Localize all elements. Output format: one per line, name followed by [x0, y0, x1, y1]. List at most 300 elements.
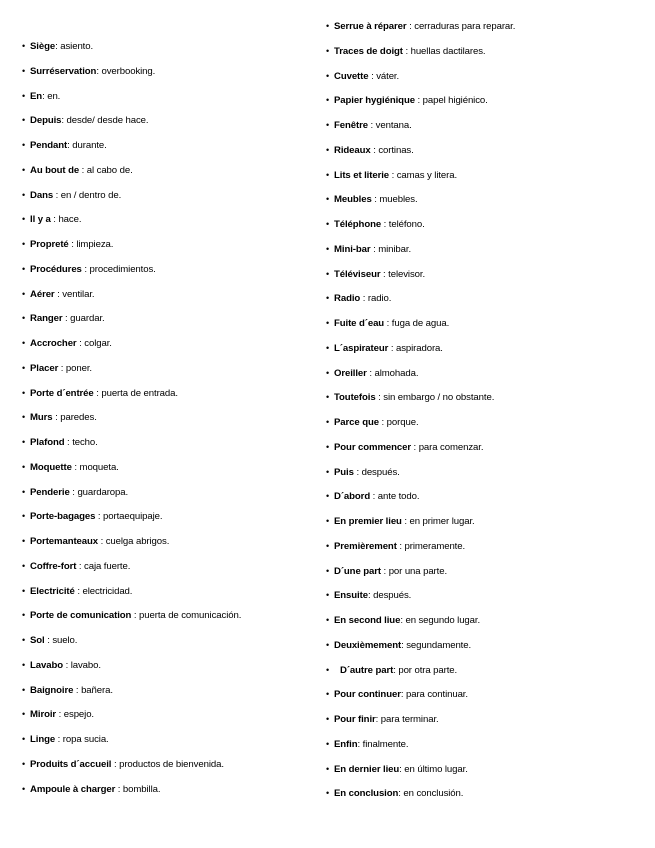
- bullet-icon: •: [326, 441, 330, 452]
- spanish-translation: portaequipaje.: [103, 511, 163, 523]
- french-term: Puis: [334, 466, 354, 478]
- vocabulary-item: [22, 361, 241, 386]
- vocabulary-item: [22, 64, 241, 89]
- vocabulary-item: [22, 633, 241, 658]
- separator: :: [353, 466, 362, 478]
- bullet-icon: •: [326, 95, 330, 106]
- vocabulary-item: [326, 143, 515, 168]
- bullet-icon: •: [22, 41, 26, 51]
- vocabulary-item: [22, 732, 241, 757]
- french-term: D´autre part: [340, 664, 394, 676]
- bullet-icon: •: [22, 486, 26, 497]
- vocabulary-item: [22, 336, 241, 361]
- bullet-icon: •: [22, 684, 26, 695]
- spanish-translation: en primer lugar.: [409, 516, 475, 527]
- french-term: Toutefois: [334, 392, 376, 404]
- vocabulary-item: [326, 687, 515, 712]
- vocabulary-item: [22, 113, 241, 138]
- french-term: Il y a: [30, 214, 51, 226]
- bullet-icon: •: [22, 164, 26, 175]
- separator: :: [115, 783, 123, 795]
- vocabulary-item: [326, 588, 515, 613]
- vocabulary-item: [22, 262, 241, 287]
- vocabulary-item: [326, 663, 515, 688]
- bullet-icon: •: [22, 387, 26, 398]
- bullet-icon: •: [326, 45, 330, 56]
- vocabulary-item: [22, 89, 241, 114]
- vocabulary-item: [326, 341, 515, 366]
- vocabulary-item: [22, 138, 241, 163]
- french-term: Oreiller: [334, 367, 367, 379]
- bullet-icon: •: [326, 417, 330, 427]
- separator: :: [42, 90, 48, 102]
- spanish-translation: teléfono.: [388, 219, 425, 230]
- spanish-translation: cuelga abrigos.: [105, 536, 170, 547]
- bullet-icon: •: [22, 214, 26, 225]
- bullet-icon: •: [326, 639, 330, 650]
- vocabulary-item: [326, 69, 515, 94]
- french-term: Porte de comunication: [30, 610, 132, 622]
- spanish-translation: procedimientos.: [89, 263, 156, 275]
- french-term: Serrue à réparer: [334, 21, 407, 32]
- french-term: Premièrement: [334, 540, 397, 552]
- separator: :: [76, 338, 85, 349]
- bullet-icon: •: [22, 90, 26, 101]
- separator: :: [58, 362, 66, 374]
- spanish-translation: hace.: [58, 214, 82, 226]
- spanish-translation: aspiradora.: [395, 342, 443, 354]
- french-term: Electricité: [30, 585, 75, 597]
- separator: :: [71, 461, 80, 473]
- separator: :: [375, 392, 384, 404]
- separator: :: [388, 342, 396, 354]
- separator: :: [52, 412, 61, 424]
- spanish-translation: después.: [373, 590, 412, 602]
- french-term: Lavabo: [30, 659, 63, 671]
- french-term: Au bout de: [30, 164, 80, 176]
- spanish-translation: durante.: [72, 140, 107, 151]
- bullet-icon: •: [326, 318, 330, 328]
- french-term: En conclusion: [334, 788, 399, 800]
- french-term: Linge: [30, 734, 56, 745]
- vocabulary-item: [326, 613, 515, 638]
- french-term: Téléviseur: [334, 268, 381, 280]
- spanish-translation: lavabo.: [70, 659, 101, 671]
- bullet-icon: •: [326, 169, 330, 180]
- spanish-translation: papel higiénico.: [422, 95, 488, 107]
- separator: :: [367, 590, 374, 602]
- spanish-translation: huellas dactilares.: [410, 45, 486, 57]
- french-term: Sol: [30, 635, 45, 646]
- separator: :: [53, 189, 61, 201]
- french-term: Siège: [30, 41, 56, 52]
- french-term: En: [30, 90, 43, 102]
- spanish-translation: después.: [361, 466, 400, 478]
- french-term: Portemanteaux: [30, 536, 99, 547]
- spanish-translation: guardaropa.: [77, 486, 129, 498]
- vocabulary-item: [326, 19, 515, 44]
- separator: :: [393, 664, 399, 676]
- french-term: D´abord: [334, 491, 371, 503]
- spanish-translation: asiento.: [60, 41, 94, 52]
- french-term: L´aspirateur: [334, 342, 389, 354]
- spanish-translation: ante todo.: [377, 491, 420, 503]
- vocabulary-item: [22, 584, 241, 609]
- french-term: Pour finir: [334, 714, 376, 725]
- vocabulary-item: [326, 712, 515, 737]
- vocabulary-item: [326, 489, 515, 514]
- french-term: Propreté: [30, 239, 69, 250]
- separator: :: [398, 788, 404, 800]
- spanish-translation: en segundo lugar.: [405, 615, 481, 626]
- spanish-translation: overbooking.: [101, 65, 156, 77]
- french-term: Miroir: [30, 709, 57, 721]
- vocabulary-item: [22, 683, 241, 708]
- spanish-translation: ventana.: [375, 120, 412, 131]
- bullet-icon: •: [326, 70, 330, 81]
- separator: :: [410, 441, 419, 453]
- spanish-translation: minibar.: [378, 243, 412, 255]
- bullet-icon: •: [326, 763, 330, 774]
- french-term: Surréservation: [30, 65, 97, 77]
- bullet-icon: •: [22, 536, 26, 546]
- spanish-translation: sin embargo / no obstante.: [383, 392, 495, 404]
- separator: :: [96, 65, 102, 77]
- french-term: Parce que: [334, 417, 379, 428]
- spanish-translation: poner.: [65, 362, 92, 374]
- separator: :: [64, 437, 73, 448]
- spanish-translation: para comenzar.: [418, 441, 484, 453]
- vocabulary-item: [326, 217, 515, 242]
- french-term: Placer: [30, 362, 59, 374]
- separator: :: [401, 516, 410, 527]
- spanish-translation: almohada.: [374, 367, 419, 379]
- separator: :: [50, 214, 59, 226]
- separator: :: [375, 714, 381, 725]
- spanish-translation: suelo.: [52, 635, 78, 646]
- vocabulary-item: [326, 415, 515, 440]
- french-term: Accrocher: [30, 338, 77, 349]
- separator: :: [68, 239, 77, 250]
- separator: :: [360, 293, 368, 305]
- bullet-icon: •: [326, 243, 330, 254]
- separator: :: [368, 70, 377, 82]
- vocabulary-item: [22, 460, 241, 485]
- vocabulary-item: [22, 386, 241, 411]
- bullet-icon: •: [326, 664, 330, 675]
- vocabulary-item: [326, 168, 515, 193]
- french-term: Traces de doigt: [334, 45, 403, 57]
- spanish-translation: caja fuerte.: [84, 560, 131, 572]
- french-term: En second liue: [334, 615, 401, 626]
- separator: :: [380, 268, 389, 280]
- vocabulary-item: [22, 658, 241, 683]
- french-term: Meubles: [334, 194, 372, 206]
- spanish-translation: techo.: [72, 437, 98, 448]
- bullet-icon: •: [326, 590, 330, 601]
- vocabulary-item: [22, 559, 241, 584]
- bullet-icon: •: [22, 263, 26, 274]
- separator: :: [61, 115, 67, 127]
- separator: :: [396, 540, 405, 552]
- bullet-icon: •: [326, 392, 330, 403]
- bullet-icon: •: [326, 342, 330, 353]
- french-term: Mini-bar: [334, 243, 371, 255]
- vocabulary-item: [326, 440, 515, 465]
- bullet-icon: •: [22, 610, 26, 621]
- separator: :: [371, 194, 380, 206]
- bullet-icon: •: [22, 338, 26, 348]
- separator: :: [401, 639, 407, 651]
- separator: :: [406, 21, 415, 32]
- french-term: Produits d´accueil: [30, 758, 112, 770]
- vocabulary-item: [326, 366, 515, 391]
- vocabulary-list-right: [326, 19, 515, 811]
- bullet-icon: •: [22, 313, 26, 324]
- vocabulary-item: [22, 287, 241, 312]
- vocabulary-item: [326, 390, 515, 415]
- bullet-icon: •: [326, 293, 330, 304]
- spanish-translation: guardar.: [70, 313, 105, 325]
- bullet-icon: •: [22, 635, 26, 645]
- french-term: Pour continuer: [334, 689, 401, 701]
- french-term: Radio: [334, 293, 361, 305]
- french-term: Moquette: [30, 461, 72, 473]
- vocabulary-item: [326, 316, 515, 341]
- spanish-translation: desde/ desde hace.: [66, 115, 149, 127]
- vocabulary-item: [22, 311, 241, 336]
- bullet-icon: •: [326, 565, 330, 576]
- separator: :: [400, 615, 406, 626]
- separator: :: [62, 313, 71, 325]
- bullet-icon: •: [22, 362, 26, 373]
- separator: :: [79, 164, 87, 176]
- bullet-icon: •: [22, 412, 26, 423]
- vocabulary-item: [22, 188, 241, 213]
- bullet-icon: •: [326, 219, 330, 229]
- french-term: Fuite d´eau: [334, 318, 385, 329]
- vocabulary-list-left: [22, 39, 241, 806]
- bullet-icon: •: [326, 194, 330, 205]
- spanish-translation: electricidad.: [82, 585, 133, 597]
- french-term: Cuvette: [334, 70, 369, 82]
- vocabulary-item: [326, 762, 515, 787]
- spanish-translation: en conclusión.: [403, 788, 464, 800]
- bullet-icon: •: [326, 788, 330, 799]
- bullet-icon: •: [22, 758, 26, 769]
- vocabulary-item: [22, 608, 241, 633]
- spanish-translation: por una parte.: [388, 565, 448, 577]
- french-term: Depuis: [30, 115, 62, 127]
- bullet-icon: •: [326, 21, 330, 31]
- french-term: Deuxièmement: [334, 639, 402, 651]
- spanish-translation: porque.: [386, 417, 419, 428]
- spanish-translation: productos de bienvenida.: [119, 758, 224, 770]
- spanish-translation: ropa sucia.: [62, 734, 109, 745]
- vocabulary-item: [22, 509, 241, 534]
- bullet-icon: •: [22, 461, 26, 472]
- french-term: Pour commencer: [334, 441, 411, 453]
- vocabulary-item: [326, 465, 515, 490]
- french-term: Enfin: [334, 738, 358, 750]
- french-term: Dans: [30, 189, 54, 201]
- separator: :: [378, 417, 387, 428]
- vocabulary-item: [326, 539, 515, 564]
- separator: :: [400, 689, 406, 701]
- spanish-translation: moqueta.: [79, 461, 119, 473]
- separator: :: [95, 511, 104, 523]
- separator: :: [384, 318, 392, 329]
- spanish-translation: segundamente.: [406, 639, 472, 651]
- bullet-icon: •: [22, 659, 26, 670]
- separator: :: [54, 288, 63, 300]
- separator: :: [55, 41, 61, 52]
- vocabulary-item: [22, 410, 241, 435]
- bullet-icon: •: [22, 140, 26, 150]
- french-term: Baignoire: [30, 684, 74, 696]
- bullet-icon: •: [326, 466, 330, 477]
- spanish-translation: primeramente.: [404, 540, 466, 552]
- spanish-translation: para terminar.: [380, 714, 439, 725]
- separator: :: [131, 610, 140, 622]
- separator: :: [370, 491, 378, 503]
- spanish-translation: bombilla.: [122, 783, 161, 795]
- separator: :: [73, 684, 82, 696]
- bullet-icon: •: [326, 120, 330, 130]
- bullet-icon: •: [326, 689, 330, 700]
- bullet-icon: •: [326, 268, 330, 279]
- french-term: Ampoule à charger: [30, 783, 116, 795]
- bullet-icon: •: [22, 239, 26, 249]
- spanish-translation: en.: [47, 90, 61, 102]
- separator: :: [414, 95, 423, 107]
- vocabulary-item: [22, 707, 241, 732]
- bullet-icon: •: [326, 516, 330, 526]
- bullet-icon: •: [22, 288, 26, 299]
- separator: :: [370, 243, 379, 255]
- spanish-translation: finalmente.: [362, 738, 409, 750]
- french-term: Aérer: [30, 288, 55, 300]
- vocabulary-item: [22, 782, 241, 807]
- vocabulary-item: [326, 267, 515, 292]
- spanish-translation: fuga de agua.: [391, 318, 450, 329]
- bullet-icon: •: [22, 437, 26, 447]
- vocabulary-item: [22, 163, 241, 188]
- vocabulary-item: [326, 242, 515, 267]
- spanish-translation: colgar.: [84, 338, 112, 349]
- french-term: Fenêtre: [334, 120, 368, 131]
- vocabulary-item: [22, 757, 241, 782]
- bullet-icon: •: [22, 65, 26, 76]
- vocabulary-item: [326, 564, 515, 589]
- separator: :: [98, 536, 106, 547]
- spanish-translation: en / dentro de.: [60, 189, 122, 201]
- spanish-translation: radio.: [367, 293, 392, 305]
- separator: :: [55, 734, 63, 745]
- spanish-translation: cerraduras para reparar.: [414, 21, 516, 32]
- vocabulary-item: [22, 485, 241, 510]
- french-term: Porte-bagages: [30, 511, 96, 523]
- spanish-translation: al cabo de.: [86, 164, 133, 176]
- french-term: Pendant: [30, 140, 68, 151]
- vocabulary-item: [326, 638, 515, 663]
- vocabulary-item: [326, 192, 515, 217]
- bullet-icon: •: [326, 615, 330, 625]
- spanish-translation: en último lugar.: [404, 763, 468, 775]
- french-term: Porte d´entrée: [30, 387, 94, 399]
- french-term: En premier lieu: [334, 516, 402, 527]
- french-term: Téléphone: [334, 219, 382, 230]
- separator: :: [69, 486, 78, 498]
- spanish-translation: por otra parte.: [398, 664, 458, 676]
- separator: :: [67, 140, 73, 151]
- bullet-icon: •: [326, 738, 330, 749]
- separator: :: [63, 659, 71, 671]
- bullet-icon: •: [22, 189, 26, 200]
- bullet-icon: •: [22, 511, 26, 522]
- vocabulary-item: [22, 39, 241, 64]
- bullet-icon: •: [22, 585, 26, 596]
- vocabulary-item: [326, 786, 515, 811]
- french-term: Ranger: [30, 313, 63, 325]
- vocabulary-item: [22, 435, 241, 460]
- spanish-translation: espejo.: [63, 709, 95, 721]
- separator: :: [44, 635, 53, 646]
- french-term: Procédures: [30, 263, 82, 275]
- vocabulary-item: [326, 514, 515, 539]
- separator: :: [81, 263, 90, 275]
- vocabulary-item: [326, 44, 515, 69]
- separator: :: [56, 709, 64, 721]
- separator: :: [74, 585, 83, 597]
- separator: :: [370, 144, 379, 156]
- french-term: En dernier lieu: [334, 763, 400, 775]
- separator: :: [111, 758, 120, 770]
- vocabulary-item: [326, 291, 515, 316]
- bullet-icon: •: [22, 783, 26, 794]
- french-term: Coffre-fort: [30, 560, 77, 572]
- separator: :: [399, 763, 405, 775]
- separator: :: [366, 367, 375, 379]
- separator: :: [389, 169, 397, 181]
- separator: :: [76, 560, 85, 572]
- french-term: Penderie: [30, 486, 70, 498]
- bullet-icon: •: [326, 714, 330, 724]
- french-term: Rideaux: [334, 144, 371, 156]
- french-term: Lits et literie: [334, 169, 390, 181]
- spanish-translation: para continuar.: [405, 689, 468, 701]
- spanish-translation: limpieza.: [76, 239, 114, 250]
- french-term: Murs: [30, 412, 53, 424]
- vocabulary-item: [326, 93, 515, 118]
- french-term: Plafond: [30, 437, 65, 448]
- bullet-icon: •: [326, 540, 330, 551]
- bullet-icon: •: [22, 734, 26, 744]
- spanish-translation: paredes.: [60, 412, 97, 424]
- separator: :: [402, 45, 411, 57]
- vocabulary-item: [22, 237, 241, 262]
- vocabulary-item: [22, 534, 241, 559]
- vocabulary-item: [326, 118, 515, 143]
- bullet-icon: •: [22, 709, 26, 720]
- bullet-icon: •: [326, 144, 330, 155]
- vocabulary-item: [22, 212, 241, 237]
- spanish-translation: cortinas.: [378, 144, 414, 156]
- vocabulary-item: [326, 737, 515, 762]
- french-term: Papier hygiénique: [334, 95, 415, 107]
- spanish-translation: televisor.: [388, 268, 426, 280]
- bullet-icon: •: [326, 491, 330, 502]
